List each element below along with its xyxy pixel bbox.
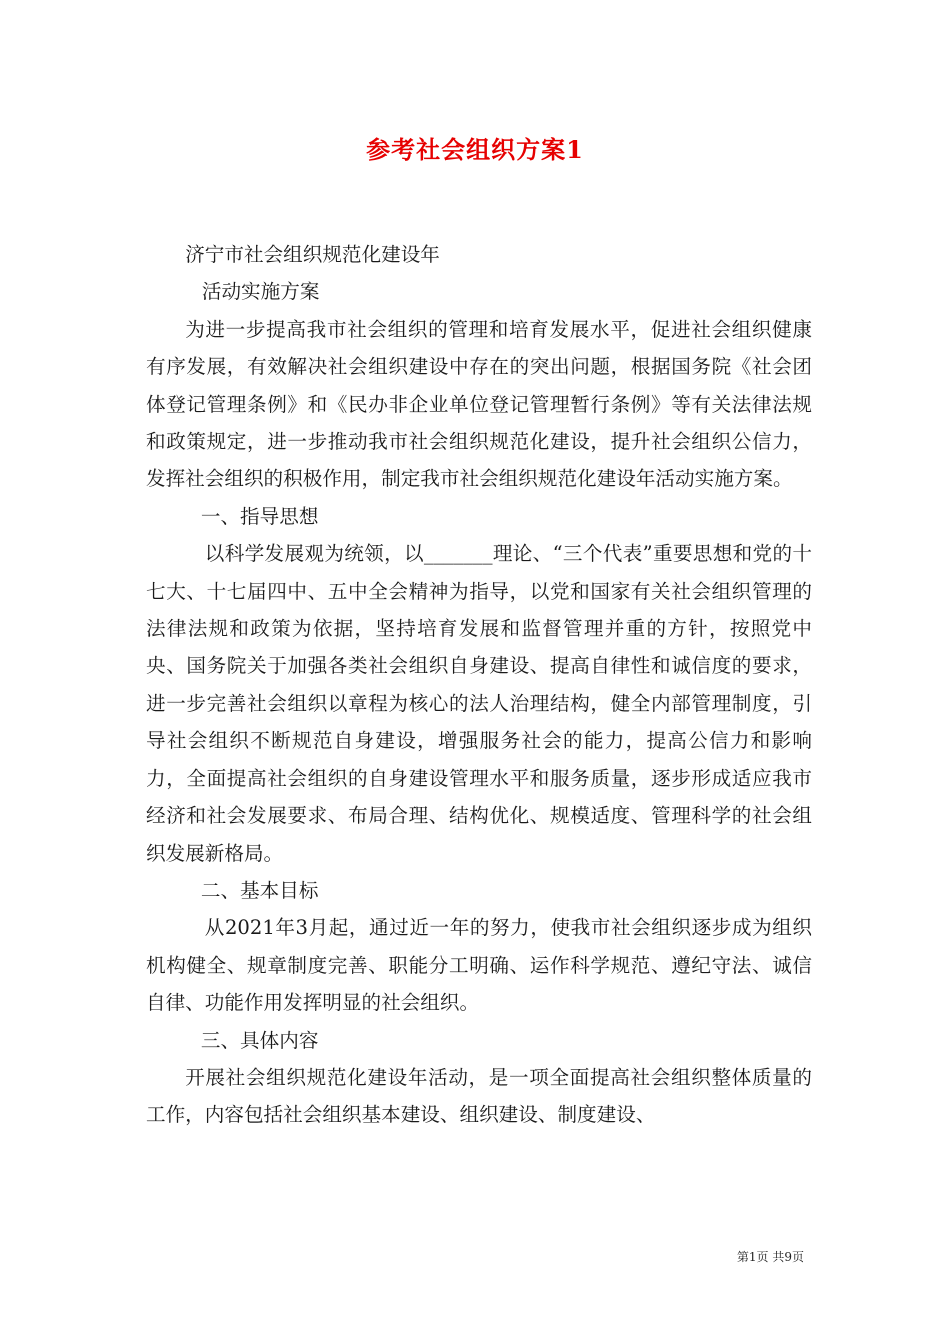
section-heading-1: 一、指导思想	[200, 504, 319, 528]
section-body-2: 从2021年3月起，通过近一年的努力，使我市社会组织逐步成为组织机构健全、规章制度完善、职能分工明确、运作科学规范、遵纪守法、诚信自律、功能作用发挥明显的社会组织。	[146, 916, 812, 1015]
section-body-3: 开展社会组织规范化建设年活动，是一项全面提高社会组织整体质量的工作，内容包括社会组织基本建设、组织建设、制度建设、	[146, 1065, 812, 1127]
section-heading-3: 三、具体内容	[200, 1028, 319, 1052]
section-heading-2: 二、基本目标	[200, 878, 319, 902]
page-number: 第1页 共9页	[736, 1250, 804, 1264]
section-body-1: 以科学发展观为统领，以_______理论、“三个代表”重要思想和党的十七大、十七届四中、五中全会精神为指导，以党和国家有关社会组织管理的法律法规和政策为依据，坚持培育发展和监督管理并重的方针，按照党中央、国务院关于加强各类社会组织自身建设、提高自律性和诚信度的要求，进一步完善社会组织以章程为核心的法人治理结构，健全内部管理制度，引导社会组织不断规范自身建设，增强服务社会的能力，提高公信力和影响力，全面提高社会组织的自身建设管理水平和服务质量，逐步形成适应我市经济和社会发展要求、布局合理、结构优化、规模适度、管理科学的社会组织发展新格局。	[146, 542, 812, 865]
intro-paragraph: 为进一步提高我市社会组织的管理和培育发展水平，促进社会组织健康有序发展，有效解决社会组织建设中存在的突出问题，根据国务院《社会团体登记管理条例》和《民办非企业单位登记管理暂行条例》等有关法律法规和政策规定，进一步推动我市社会组织规范化建设，提升社会组织公信力，发挥社会组织的积极作用，制定我市社会组织规范化建设年活动实施方案。	[146, 317, 812, 491]
document-title: 参考社会组织方案1	[366, 135, 584, 164]
heading-line-2: 活动实施方案	[201, 280, 320, 304]
heading-line-1: 济宁市社会组织规范化建设年	[185, 243, 440, 266]
document-body	[146, 236, 812, 1134]
